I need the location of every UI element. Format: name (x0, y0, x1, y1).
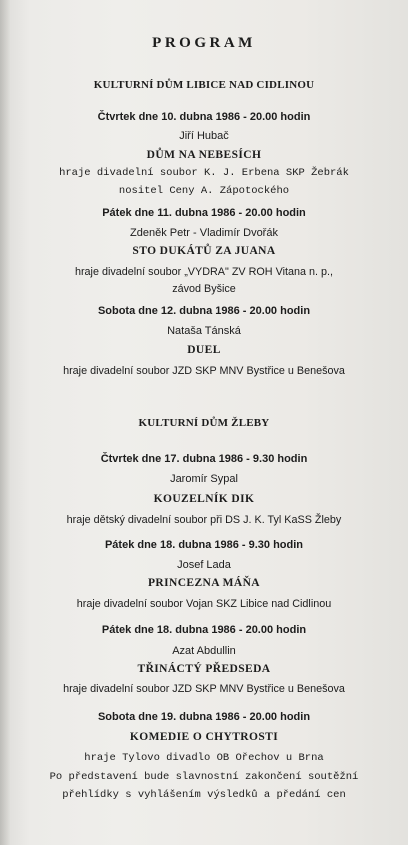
event-play-title: PRINCEZNA MÁŇA (148, 577, 260, 589)
event-info-line: hraje dětský divadelní soubor při DS J. K. Tyl KaSS Žleby (66, 514, 342, 526)
event-info-line: hraje divadelní soubor „VYDRA" ZV ROH Vitana n. p., (74, 266, 334, 278)
event-info-line: hraje divadelní soubor Vojan SKZ Libice nad Cidlinou (76, 598, 332, 610)
event-date: Sobota dne 19. dubna 1986 - 20.00 hodin (97, 711, 311, 723)
event-date: Pátek dne 18. dubna 1986 - 20.00 hodin (101, 624, 307, 636)
event-author: Azat Abdullin (172, 645, 236, 657)
event-author: Zdeněk Petr - Vladimír Dvořák (130, 227, 278, 239)
event-info-line: nositel Ceny A. Zápotockého (118, 185, 290, 197)
event-info-line: hraje divadelní soubor JZD SKP MNV Bystřice u Benešova (63, 365, 345, 377)
event-info-line: hraje divadelní soubor K. J. Erbena SKP Žebrák (59, 167, 349, 179)
event-play-title: KOMEDIE O CHYTROSTI (129, 731, 279, 743)
venue-title-zleby: KULTURNÍ DŮM ŽLEBY (138, 417, 270, 429)
event-play-title: TŘINÁCTÝ PŘEDSEDA (137, 663, 271, 675)
event-date: Sobota dne 12. dubna 1986 - 20.00 hodin (97, 305, 311, 317)
event-date: Pátek dne 11. dubna 1986 - 20.00 hodin (102, 207, 306, 219)
venue-title-libice: KULTURNÍ DŮM LIBICE NAD CIDLINOU (93, 79, 315, 91)
event-play-title: DŮM NA NEBESÍCH (146, 149, 262, 161)
event-author: Jiří Hubač (179, 130, 229, 142)
event-author: Jaromír Sypal (170, 473, 238, 485)
event-info-line: hraje Tylovo divadlo OB Ořechov u Brna (84, 752, 324, 764)
program-title: PROGRAM (152, 35, 256, 51)
event-date: Čtvrtek dne 17. dubna 1986 - 9.30 hodin (100, 453, 308, 465)
event-author: Nataša Tánská (167, 325, 241, 337)
event-info-line: přehlídky s vyhlášením výsledků a předání cen (62, 789, 346, 801)
event-info-line: hraje divadelní soubor JZD SKP MNV Bystřice u Benešova (63, 683, 345, 695)
event-play-title: DUEL (187, 344, 221, 356)
event-info-line: Po představení bude slavnostní zakončení soutěžní (49, 771, 359, 783)
event-play-title: STO DUKÁTŮ ZA JUANA (132, 245, 276, 257)
event-date: Čtvrtek dne 10. dubna 1986 - 20.00 hodin (97, 111, 311, 123)
event-author: Josef Lada (177, 559, 231, 571)
event-info-line: závod Byšice (172, 283, 236, 295)
event-play-title: KOUZELNÍK DIK (153, 493, 255, 505)
event-date: Pátek dne 18. dubna 1986 - 9.30 hodin (104, 539, 304, 551)
